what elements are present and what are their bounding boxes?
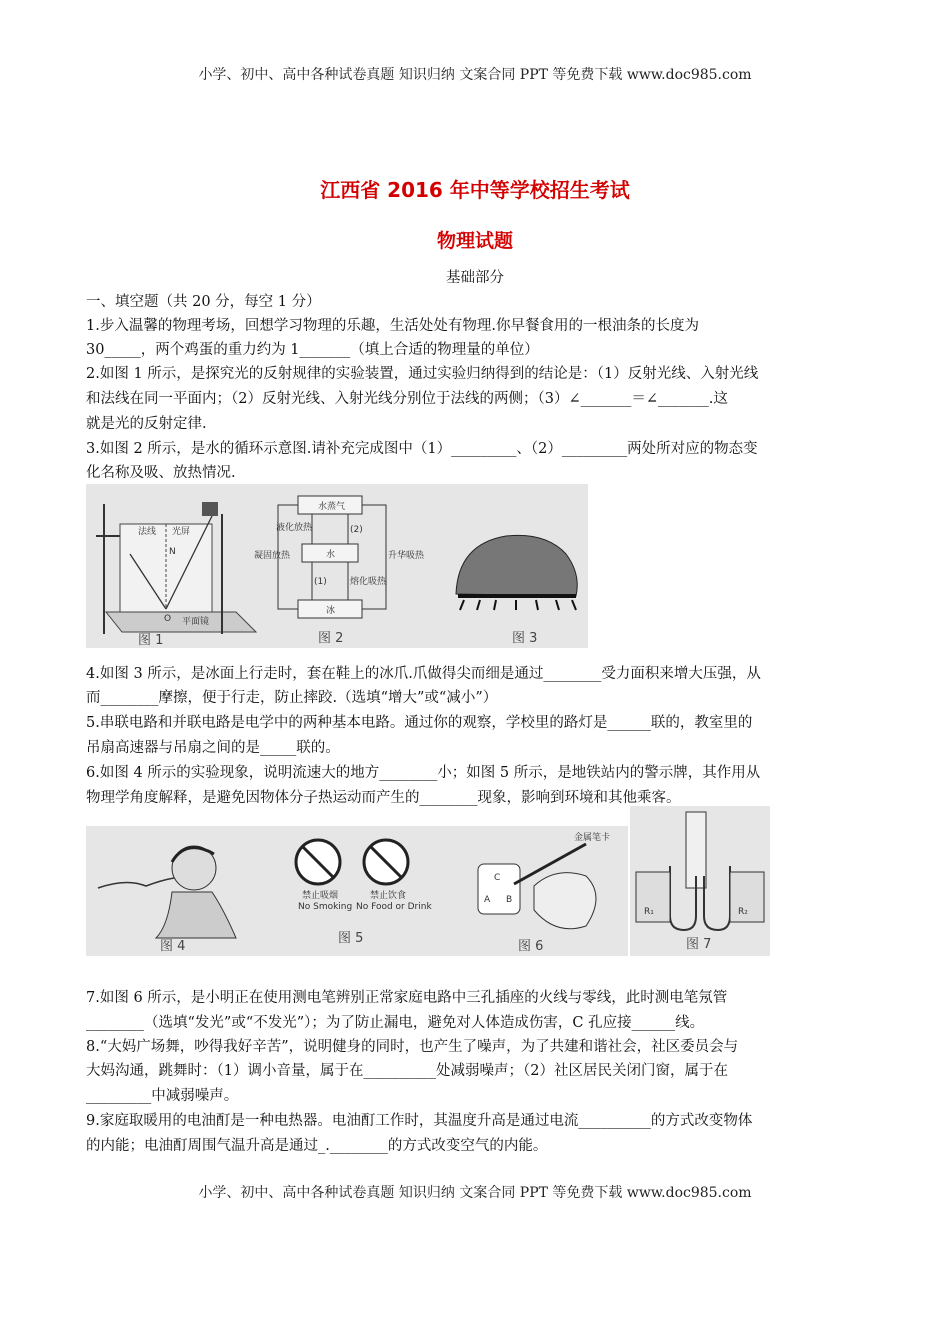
- fig2-arrow-label: 升华吸热: [388, 551, 425, 561]
- fig6-label: B: [506, 895, 513, 905]
- page-header: 小学、初中、高中各种试卷真题 知识归纳 文案合同 PPT 等免费下载 www.doc985.com: [198, 67, 752, 83]
- question-line: 而________摩擦，便于行走，防止摔跤.（选填“增大”或“减小”）: [86, 690, 498, 706]
- question-line: 3.如图 2 所示，是水的循环示意图.请补充完成图中（1）_________、（2）_________两处所对应的物态变: [86, 441, 758, 457]
- figure-6-test-pen: [478, 831, 610, 954]
- question-line: 9.家庭取暖用的电油酊是一种电热器。电油酊工作时，其温度升高是通过电流__________的方式改变物体: [86, 1113, 753, 1129]
- question-line: 大妈沟通，跳舞时：（1）调小音量，属于在__________处减弱噪声；（2）社区居民关闭门窗，属于在: [86, 1063, 728, 1079]
- figure-strip-1-3: [86, 484, 588, 648]
- fig5-sign-text: 禁止吸烟: [302, 891, 339, 901]
- fig5-sign-text: No Food or Drink: [356, 902, 432, 912]
- fig3-caption: 图 3: [512, 631, 538, 646]
- fig2-box: 冰: [326, 606, 336, 616]
- fig7-label: R₁: [644, 907, 654, 917]
- figure-7-container: [630, 806, 770, 956]
- fig2-box: 水蒸气: [318, 502, 346, 512]
- fig1-label: 光屏: [172, 527, 191, 537]
- question-line: 7.如图 6 所示，是小明正在使用测电笔辨别正常家庭电路中三孔插座的火线与零线，此时测电笔氖管: [86, 990, 728, 1006]
- question-line: 2.如图 1 所示，是探究光的反射规律的实验装置，通过实验归纳得到的结论是：（1）反射光线、入射光线: [86, 366, 759, 382]
- fig5-sign-text: No Smoking: [298, 902, 353, 912]
- question-line: 化名称及吸、放热情况.: [86, 465, 236, 481]
- section-heading: 一、填空题（共 20 分，每空 1 分）: [86, 294, 321, 310]
- fig2-arrow-label: 液化放热: [276, 523, 313, 533]
- figure-1-reflection-apparatus: [96, 502, 256, 648]
- fig5-caption: 图 5: [338, 931, 364, 946]
- section-part: 基础部分: [446, 270, 504, 286]
- fig2-box: 水: [326, 550, 336, 560]
- figure-7-u-tubes: [636, 812, 764, 952]
- page-footer: 小学、初中、高中各种试卷真题 知识归纳 文案合同 PPT 等免费下载 www.doc985.com: [198, 1185, 752, 1201]
- question-line: _________中减弱噪声。: [86, 1088, 239, 1104]
- fig4-caption: 图 4: [160, 939, 186, 954]
- question-line: 30_____，两个鸡蛋的重力约为 1_______（填上合适的物理量的单位）: [86, 342, 539, 358]
- figure-3-crampon-shoe: [456, 535, 577, 646]
- fig1-label: N: [169, 547, 176, 557]
- question-line: 1.步入温馨的物理考场，回想学习物理的乐趣，生活处处有物理.你早餐食用的一根油条的长度为: [86, 318, 699, 334]
- question-line: 吊扇高速器与吊扇之间的是_____联的。: [86, 740, 340, 756]
- fig2-arrow-label: 熔化吸热: [350, 577, 387, 587]
- fig6-label: C: [494, 873, 501, 883]
- fig7-label: R₂: [738, 907, 748, 917]
- exam-subtitle: 物理试题: [436, 230, 513, 252]
- question-line: 的内能；电油酊周围气温升高是通过_.________的方式改变空气的内能。: [86, 1138, 548, 1154]
- exam-title: 江西省 2016 年中等学校招生考试: [320, 178, 630, 202]
- question-line: 5.串联电路和并联电路是电学中的两种基本电路。通过你的观察，学校里的路灯是______联的，教室里的: [86, 715, 753, 731]
- question-line: 物理学角度解释，是避免因物体分子热运动而产生的________现象，影响到环境和其他乘客。: [86, 790, 681, 806]
- fig2-arrow-label: (1): [314, 577, 327, 587]
- fig1-label: 平面镜: [182, 617, 210, 627]
- figure-5-warning-signs: [296, 840, 432, 946]
- fig7-caption: 图 7: [686, 937, 712, 952]
- fig6-caption: 图 6: [518, 939, 544, 954]
- question-line: 就是光的反射定律.: [86, 416, 207, 432]
- fig6-label: 金属笔卡: [574, 833, 611, 843]
- figure-2-water-cycle: [254, 496, 425, 646]
- fig1-label: O: [164, 614, 172, 624]
- fig2-caption: 图 2: [318, 631, 344, 646]
- figure-strip-4-6: [86, 826, 628, 956]
- question-line: 4.如图 3 所示，是冰面上行走时，套在鞋上的冰爪.爪做得尖而细是通过________受力面积来增大压强，从: [86, 666, 761, 682]
- fig1-caption: 图 1: [138, 633, 164, 648]
- fig2-arrow-label: 凝固放热: [254, 551, 291, 561]
- question-line: 和法线在同一平面内；（2）反射光线、入射光线分别位于法线的两侧；（3）∠_______＝∠_______.这: [86, 391, 728, 407]
- question-line: ________（选填“发光”或“不发光”）；为了防止漏电，避免对人体造成伤害，C 孔应接______线。: [86, 1015, 705, 1031]
- fig5-sign-text: 禁止饮食: [370, 891, 407, 901]
- question-line: 8.“大妈广场舞，吵得我好辛苦”，说明健身的同时，也产生了噪声，为了共建和谐社会，社区委员会与: [86, 1039, 739, 1055]
- figure-4-blowing-paper: [98, 846, 236, 954]
- question-line: 6.如图 4 所示的实验现象，说明流速大的地方________小；如图 5 所示，是地铁站内的警示牌，其作用从: [86, 765, 761, 781]
- fig6-label: A: [484, 895, 491, 905]
- fig2-arrow-label: (2): [350, 525, 363, 535]
- fig1-label: 法线: [138, 527, 157, 537]
